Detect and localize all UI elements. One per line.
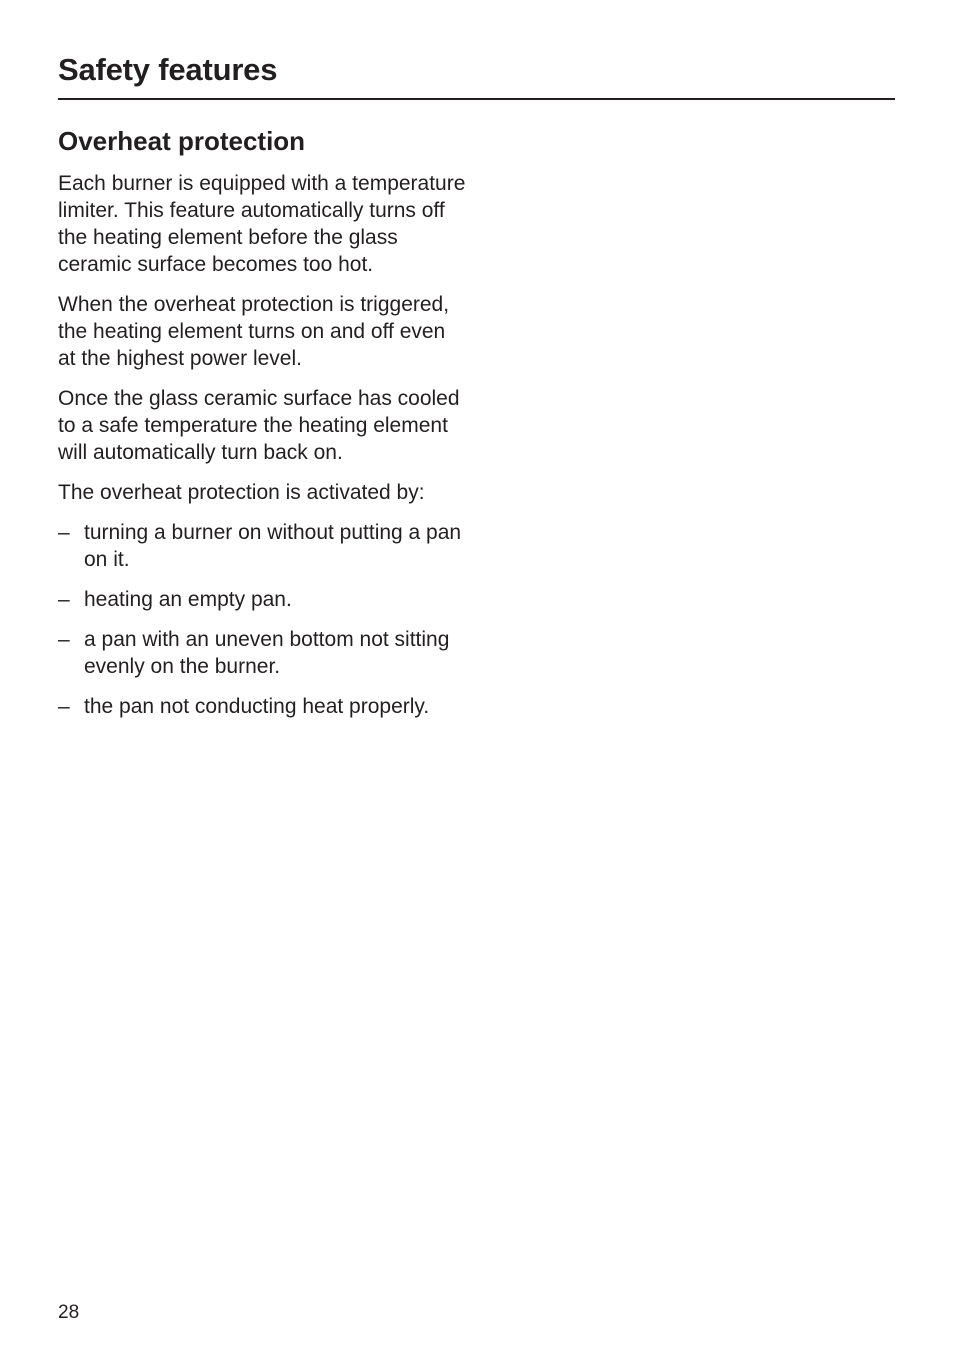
paragraph-temperature-limiter: Each burner is equipped with a temperature limiter. This feature automatically turns off the heating element before the glass ceramic surface becomes too hot.: [58, 172, 466, 276]
list-item-text: heating an empty pan.: [84, 588, 292, 611]
activation-causes-list: [58, 519, 468, 720]
section-heading: Overheat protection: [58, 126, 306, 156]
page-number: 28: [58, 1302, 80, 1323]
paragraph-activation-intro: The overheat protection is activated by:: [58, 481, 425, 504]
list-item: [58, 586, 468, 613]
list-item: [58, 519, 468, 573]
title-divider: [58, 98, 895, 100]
list-item-text: the pan not conducting heat properly.: [84, 695, 430, 718]
dash-bullet-icon: –: [58, 588, 70, 611]
page-title: Safety features: [58, 52, 278, 87]
section-overheat-protection: [58, 124, 468, 733]
paragraph-triggered-behavior: When the overheat protection is triggered, the heating element turns on and off even at the highest power level.: [58, 293, 450, 370]
dash-bullet-icon: –: [58, 695, 70, 718]
list-item-text: turning a burner on without putting a pan on it.: [84, 521, 462, 571]
list-item-text: a pan with an uneven bottom not sitting evenly on the burner.: [84, 628, 450, 678]
list-item: [58, 693, 468, 720]
list-item: [58, 626, 468, 680]
dash-bullet-icon: –: [58, 628, 70, 651]
paragraph-cooldown: Once the glass ceramic surface has cooled to a safe temperature the heating element will automatically turn back on.: [58, 387, 460, 464]
dash-bullet-icon: –: [58, 521, 70, 544]
